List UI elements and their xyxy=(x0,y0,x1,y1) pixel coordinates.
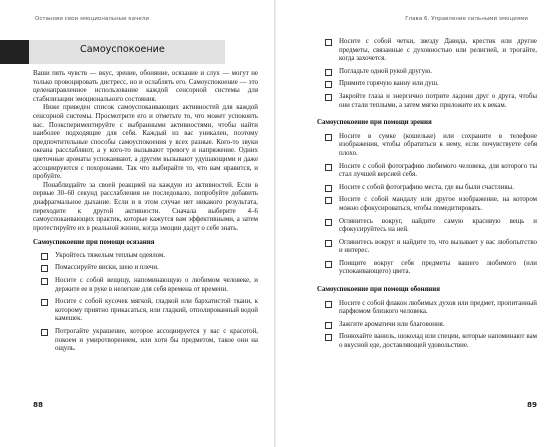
running-head-left: Останови свои эмоциональные качели xyxy=(35,16,149,22)
item-text: Носите с собой кусочек мягкой, гладкой или бархатистой ткани, к которому приятно прикасаться, или гладкий, отполированный водой камешек. xyxy=(55,298,258,323)
checklist-item xyxy=(317,184,537,193)
checkbox[interactable] xyxy=(325,69,332,76)
item-text: Понюхайте ваниль, шоколад или специи, которые напоминают вам о вкусной еде, доставляющей удовольствие. xyxy=(339,333,537,350)
checkbox[interactable] xyxy=(325,219,332,226)
section-heading-vision: Самоуспокоение при помощи зрения xyxy=(317,119,432,127)
checklist-item xyxy=(317,93,537,110)
item-text: Закройте глаза и энергично потрите ладони друг о друга, чтобы они стали теплыми, а затем мягко приложите их к векам. xyxy=(339,92,537,109)
chapter-section-title: Самоуспокоение xyxy=(80,44,165,55)
paragraph: Понаблюдайте за своей реакцией на каждую из активностей. Если в первые 30–60 секунд расслабления не последовало, попробуйте добавить диафрагмальное дыхание. Если и в этом случае нет никакого результата, переходите к другой активности. Сначала выберите 4–6 самоуспокаивающих практик, которые кажутся вам эффективными, а затем протестируйте их в реальной жизни, когда эмоции дадут о себе знать. xyxy=(33,181,258,232)
item-text: Примите горячую ванну или душ. xyxy=(339,80,439,88)
checkbox[interactable] xyxy=(325,134,332,141)
paragraph: Ниже приведен список самоуспокаивающих активностей для каждой сенсорной системы. Просмотрите его и отметьте то, что может успокоить вас. Поэкспериментируйте с выбранными активностями, чтобы найти наиболее подходящие для себя. Каждый из вас уникален, поэтому предпочтительные способы самоуспокоения у всех разные. Кого-то звуки океана расслабляют, а у кого-то вызывают тревогу и напряжение. Одних цветочные ароматы успокаивают, а другим вызывают удушающими и даже ассоциируются с похоронами. Так что выбирайте то, что вам нравится, и пробуйте. xyxy=(33,104,258,181)
checkbox[interactable] xyxy=(325,164,332,171)
page-number-right: 89 xyxy=(526,400,537,409)
checklist-item xyxy=(33,252,258,261)
checkbox[interactable] xyxy=(325,322,332,329)
checkbox[interactable] xyxy=(325,81,332,88)
item-text: Носите с собой вещицу, напоминающую о любимом человеке, и держите ее в руке в нелегкие для себя времена от времени. xyxy=(55,277,258,293)
checklist-item xyxy=(33,298,258,324)
item-text: Носите с собой фотографию любимого человека, для которого ты стал лучшей версией себя. xyxy=(339,162,537,179)
touch-checklist-continued xyxy=(317,38,537,110)
checklist-item xyxy=(317,163,537,180)
checklist-item xyxy=(33,264,258,273)
checklist-item xyxy=(317,133,537,159)
vision-checklist xyxy=(317,133,537,277)
title-tab-marker xyxy=(0,40,29,64)
item-text: Погладьте одной рукой другую. xyxy=(339,67,432,75)
item-text: Потрогайте украшение, которое ассоциируется у вас с красотой, покоем и умиротворением, или хотя бы предметом, такое они на ощупь. xyxy=(55,328,258,353)
checkbox[interactable] xyxy=(41,265,48,272)
paragraph: Ваши пять чувств — вкус, зрение, обоняние, осязание и слух — могут не только провоцировать дистресс, но и ослаблять его. Самоуспокоение — это целенаправленное использование каждой сенсорной системы для стабилизации эмоционального состояния. xyxy=(33,70,258,103)
checkbox[interactable] xyxy=(41,299,48,306)
left-body xyxy=(33,70,258,354)
touch-checklist xyxy=(33,252,258,354)
checklist-item xyxy=(317,260,537,277)
right-body xyxy=(317,38,537,351)
section-heading-smell: Самоуспокоение при помощи обоняния xyxy=(317,286,440,294)
checklist-item xyxy=(317,239,537,256)
page-number-left: 88 xyxy=(33,400,44,409)
checkbox[interactable] xyxy=(325,94,332,101)
checkbox[interactable] xyxy=(325,197,332,204)
checklist-item xyxy=(33,328,258,354)
item-text: Зажгите ароматичи или благовония. xyxy=(339,320,445,328)
checkbox[interactable] xyxy=(325,185,332,192)
right-page xyxy=(275,0,550,447)
item-text: Носите в сумке (кошельке) или сохраните в телефоне изображения, чтобы обратиться к нему, если почувствуете себя плохо. xyxy=(339,132,537,157)
checkbox[interactable] xyxy=(41,253,48,260)
item-text: Помассируйте виски, шею и плечи. xyxy=(55,264,159,272)
checkbox[interactable] xyxy=(41,278,48,285)
checklist-item xyxy=(33,277,258,294)
item-text: Носите с собой фотографию места, где вы были счастливы. xyxy=(339,183,514,191)
item-text: Оглянитесь вокруг и найдите то, что вызывает у вас любопытство и интерес. xyxy=(339,238,537,255)
item-text: Носите с собой мандалу или другое изображение, на котором можно сфокусироваться, чтобы помедитировать. xyxy=(339,196,537,212)
checkbox[interactable] xyxy=(325,334,332,341)
checklist-item xyxy=(317,300,537,317)
running-head-right: Глава 6. Управление сильными эмоциями xyxy=(405,16,528,22)
checklist-item xyxy=(317,333,537,350)
item-text: Носите с собой флакон любимых духов или предмет, пропитанный парфюмом близкого человека. xyxy=(339,299,537,316)
checklist-item xyxy=(317,38,537,64)
item-text: Носите с собой четки, звезду Давида, крестик или другие предметы, связанные с духовностью или религией, и трогайте, когда захочется. xyxy=(339,38,537,63)
checkbox[interactable] xyxy=(41,329,48,336)
item-text: Укройтесь тяжелым теплым одеялом. xyxy=(55,251,166,259)
checkbox[interactable] xyxy=(325,261,332,268)
checklist-item xyxy=(317,196,537,213)
section-heading-touch: Самоуспокоение при помощи осязания xyxy=(33,239,155,247)
smell-checklist xyxy=(317,300,537,351)
checkbox[interactable] xyxy=(325,240,332,247)
checklist-item xyxy=(317,80,537,89)
item-text: Оглянитесь вокруг, найдите самую красивую вещь и сфокусируйтесь на ней. xyxy=(339,217,537,234)
item-text: Поищите вокруг себя предметы вашего любимого (или успокаивающего) цвета. xyxy=(339,259,537,276)
checklist-item xyxy=(317,321,537,330)
checklist-item xyxy=(317,218,537,235)
checkbox[interactable] xyxy=(325,301,332,308)
checkbox[interactable] xyxy=(325,39,332,46)
checklist-item xyxy=(317,68,537,77)
